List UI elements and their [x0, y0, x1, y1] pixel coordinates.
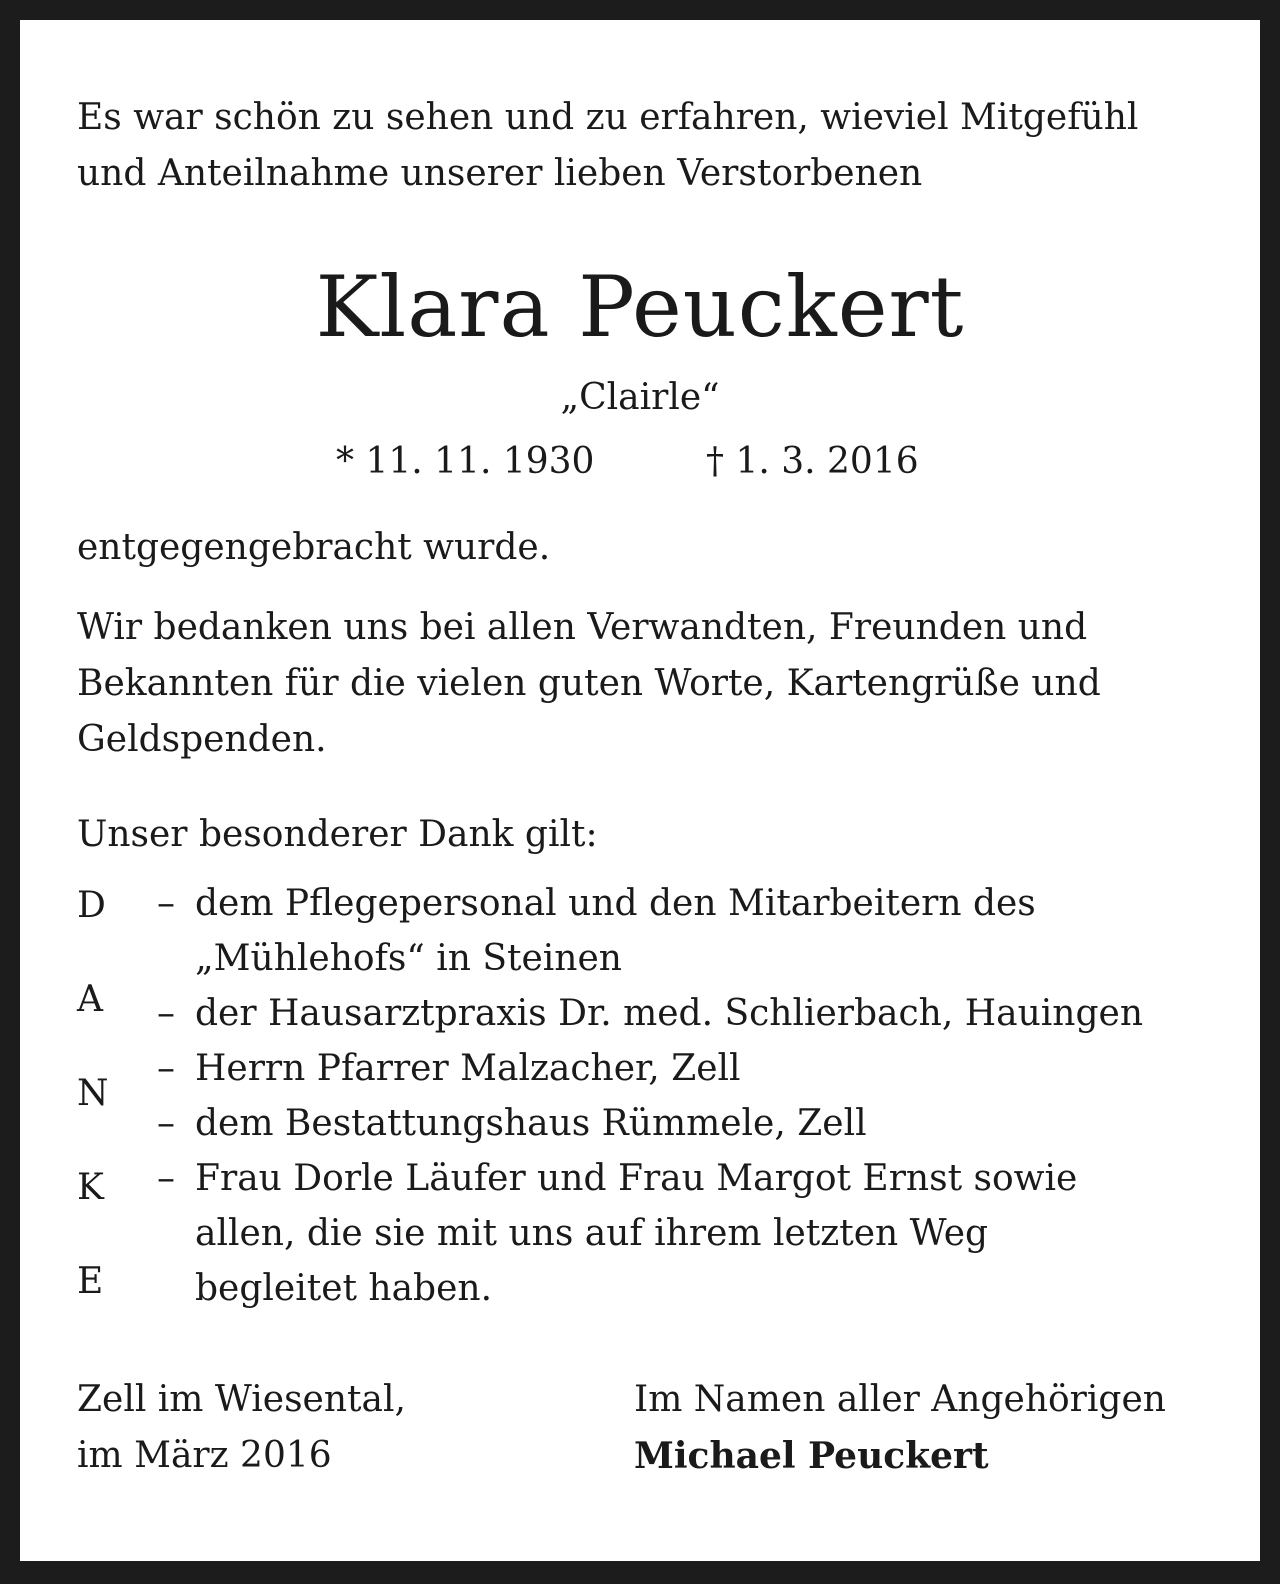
deceased-name: Klara Peuckert	[315, 258, 965, 356]
place-date	[77, 1372, 406, 1484]
signer-name: Michael Peuckert	[634, 1435, 989, 1477]
list-item	[157, 1041, 1143, 1096]
item-line: dem Bestattungshaus Rümmele, Zell	[195, 1103, 867, 1144]
acrostic-letter-a: A	[77, 979, 103, 1020]
item-dash: –	[157, 993, 175, 1034]
thanks-line: Bekannten für die vielen guten Worte, Kartengrüße und	[77, 663, 1101, 704]
intro-conclusion: entgegengebracht wurde.	[77, 527, 551, 568]
item-dash: –	[157, 1103, 175, 1144]
thanks-line: Geldspenden.	[77, 719, 327, 760]
thanks-paragraph	[77, 600, 1101, 768]
item-dash: –	[157, 1048, 175, 1089]
intro-line: und Anteilnahme unserer lieben Verstorbenen	[77, 153, 923, 194]
thanks-line: Wir bedanken uns bei allen Verwandten, Freunden und	[77, 607, 1088, 648]
item-line: dem Pflegepersonal und den Mitarbeitern des	[195, 883, 1036, 924]
acrostic-letter-d: D	[77, 885, 106, 926]
thanks-list	[157, 876, 1143, 1316]
deceased-nickname: „Clairle“	[560, 377, 720, 418]
birth-date: * 11. 11. 1930	[336, 441, 595, 482]
list-item	[157, 1151, 1143, 1316]
item-dash: –	[157, 1158, 175, 1199]
item-dash: –	[157, 883, 175, 924]
death-date: † 1. 3. 2016	[706, 441, 919, 482]
date-line: im März 2016	[77, 1435, 332, 1476]
signature-block	[634, 1372, 1166, 1484]
list-item	[157, 876, 1143, 986]
place-line: Zell im Wiesental,	[77, 1379, 406, 1420]
item-line: der Hausarztpraxis Dr. med. Schlierbach, Hauingen	[195, 993, 1144, 1034]
item-line: begleitet haben.	[195, 1268, 493, 1309]
obituary-notice	[20, 20, 1260, 1561]
list-item	[157, 1096, 1143, 1151]
item-line: allen, die sie mit uns auf ihrem letzten Weg	[195, 1213, 989, 1254]
special-thanks-heading: Unser besonderer Dank gilt:	[77, 814, 598, 855]
item-line: „Mühlehofs“ in Steinen	[195, 938, 622, 979]
signature-intro: Im Namen aller Angehörigen	[634, 1379, 1166, 1420]
acrostic-letter-e: E	[77, 1261, 104, 1302]
item-line: Herrn Pfarrer Malzacher, Zell	[195, 1048, 741, 1089]
intro-paragraph	[77, 90, 1138, 202]
list-item	[157, 986, 1143, 1041]
intro-line: Es war schön zu sehen und zu erfahren, wieviel Mitgefühl	[77, 97, 1139, 138]
acrostic-letter-n: N	[77, 1073, 109, 1114]
acrostic-letter-k: K	[77, 1167, 104, 1208]
item-line: Frau Dorle Läufer und Frau Margot Ernst sowie	[195, 1158, 1078, 1199]
